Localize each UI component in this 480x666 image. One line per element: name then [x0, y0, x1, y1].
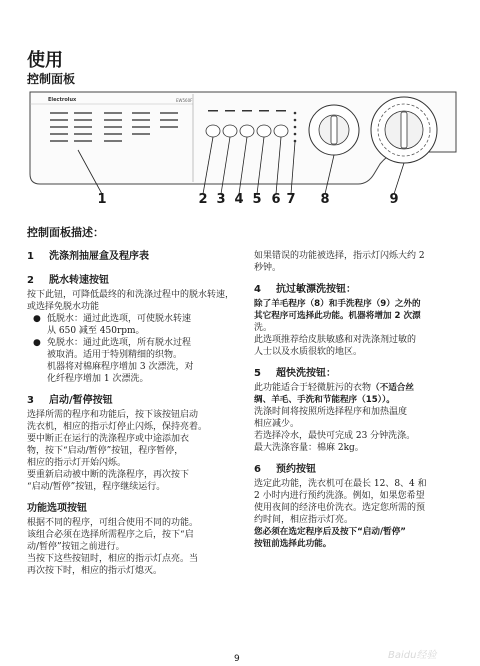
- text-line: 秒钟。: [254, 263, 282, 273]
- section-1-heading: [27, 250, 239, 263]
- text-line: 相应的指示灯开始闪烁。: [27, 458, 127, 468]
- callout-3: 3: [216, 192, 226, 207]
- text-line: 洗。: [254, 323, 273, 333]
- text-line: 其它程序可选择此功能。机器将增加 2 次漂: [254, 311, 421, 321]
- section-4-heading: [254, 283, 469, 296]
- callout-numbers: [0, 192, 480, 212]
- text-line: “启动/暂停”按钮，程序继续运行。: [27, 482, 166, 492]
- options-heading: [27, 502, 239, 515]
- text-line: 根据不同的程序，可组合使用不同的功能。: [27, 518, 199, 528]
- section-number: 3: [27, 395, 34, 406]
- text-line: 约时间，相应指示灯亮。: [254, 515, 354, 525]
- section-number: 2: [27, 275, 34, 286]
- text-line: 此选项推荐给皮肤敏感和对洗涤剂过敏的: [254, 335, 417, 345]
- text-line: 您必须在选定程序后及按下“启动/暂停”: [254, 527, 406, 537]
- text-line: 选定此功能，洗衣机可在最长 12、8、4 和: [254, 479, 427, 489]
- section-title: 脱水转速按钮: [49, 275, 109, 286]
- list-item: ● 免脱水：通过此选项，所有脱水过程: [33, 338, 192, 348]
- text-line: 最大洗涤容量：棉麻 2kg。: [254, 443, 364, 453]
- control-panel-illustration: [28, 90, 458, 200]
- text-line: 选择所需的程序和功能后，按下该按钮启动: [27, 410, 199, 420]
- text-line: 2 小时内进行预约洗涤。例如，如果您希望: [254, 491, 425, 501]
- text-line: 再次按下时，相应的指示灯熄灭。: [27, 566, 163, 576]
- callout-2: 2: [198, 192, 208, 207]
- text-line: 人士以及水质很软的地区。: [254, 347, 363, 357]
- section-number: 5: [254, 368, 261, 379]
- text-line: 相应减少。: [254, 419, 300, 429]
- callout-7: 7: [286, 192, 296, 207]
- list-item-cont: 从 650 减至 450rpm。: [47, 326, 145, 336]
- text-line: 按钮前选择此功能。: [254, 539, 332, 549]
- section-6-heading: [254, 463, 469, 476]
- text-line: 此功能适合于轻微脏污的衣物（不适合丝: [254, 383, 414, 393]
- model-label: EW560F: [176, 98, 193, 103]
- section-3-heading: [27, 394, 239, 407]
- watermark: Baidu经验: [388, 650, 437, 661]
- callout-8: 8: [320, 192, 330, 207]
- text-line: 该组合必须在选择所需程序之后，按下“启: [27, 530, 194, 540]
- section-number: 6: [254, 464, 261, 475]
- text-line: 动/暂停”按钮之前进行。: [27, 542, 125, 552]
- callout-5: 5: [252, 192, 262, 207]
- list-item-cont: 机器将对棉麻程序增加 3 次漂洗，对: [47, 362, 194, 372]
- text-line: 除了羊毛程序（8）和手洗程序（9）之外的: [254, 299, 421, 309]
- text-line: 若选择冷水，最快可完成 23 分钟洗涤。: [254, 431, 416, 441]
- section-title: 超快洗按钮：: [276, 368, 336, 379]
- callout-9: 9: [389, 192, 399, 207]
- paragraph: 按下此钮，可降低最终的和洗涤过程中的脱水转速，或选择免脱水功能: [27, 290, 235, 312]
- section-2-heading: [27, 274, 239, 287]
- text-line: 绸、羊毛、手洗和节能程序（15））。: [254, 395, 395, 405]
- section-title: 功能选项按钮: [27, 503, 87, 514]
- brand-logo: Electrolux: [48, 97, 77, 103]
- page-title: 使用: [27, 50, 63, 71]
- section-number: 4: [254, 284, 261, 295]
- text-line: 使用夜间的经济电价洗衣。选定您所需的预: [254, 503, 426, 513]
- callout-6: 6: [271, 192, 281, 207]
- section-title: 洗涤剂抽屉盒及程序表: [49, 251, 149, 262]
- text-line: 物，按下“启动/暂停”按钮，程序暂停，: [27, 446, 184, 456]
- list-item-cont: 化纤程序增加 1 次漂洗。: [47, 374, 149, 384]
- panel-description-heading: 控制面板描述：: [27, 226, 104, 239]
- section-number: 1: [27, 251, 34, 262]
- text-line: 洗涤时间将按照所选择程序和加热温度: [254, 407, 408, 417]
- list-item-cont: 被取消。适用于特别精细的织物。: [47, 350, 183, 360]
- left-column: [27, 250, 239, 577]
- text-line: 要中断正在运行的洗涤程序或中途添加衣: [27, 434, 190, 444]
- callout-1: 1: [97, 192, 107, 207]
- text-line: 洗衣机，相应的指示灯停止闪烁，保持亮着。: [27, 422, 208, 432]
- section-title: 抗过敏漂洗按钮：: [276, 284, 356, 295]
- section-5-heading: [254, 367, 469, 380]
- text-line: 要重新启动被中断的洗涤程序，再次按下: [27, 470, 190, 480]
- section-title: 预约按钮: [276, 464, 316, 475]
- page-number: 9: [234, 654, 240, 664]
- right-column: [254, 250, 469, 550]
- section-subtitle: 控制面板: [27, 72, 76, 86]
- list-item: ● 低脱水：通过此选项，可使脱水转速: [33, 314, 192, 324]
- callout-4: 4: [234, 192, 244, 207]
- section-title: 启动/暂停按钮: [49, 395, 113, 406]
- text-line: 当按下这些按钮时，相应的指示灯点亮。当: [27, 554, 199, 564]
- text-line: 如果错误的功能被选择，指示灯闪烁大约 2: [254, 251, 425, 261]
